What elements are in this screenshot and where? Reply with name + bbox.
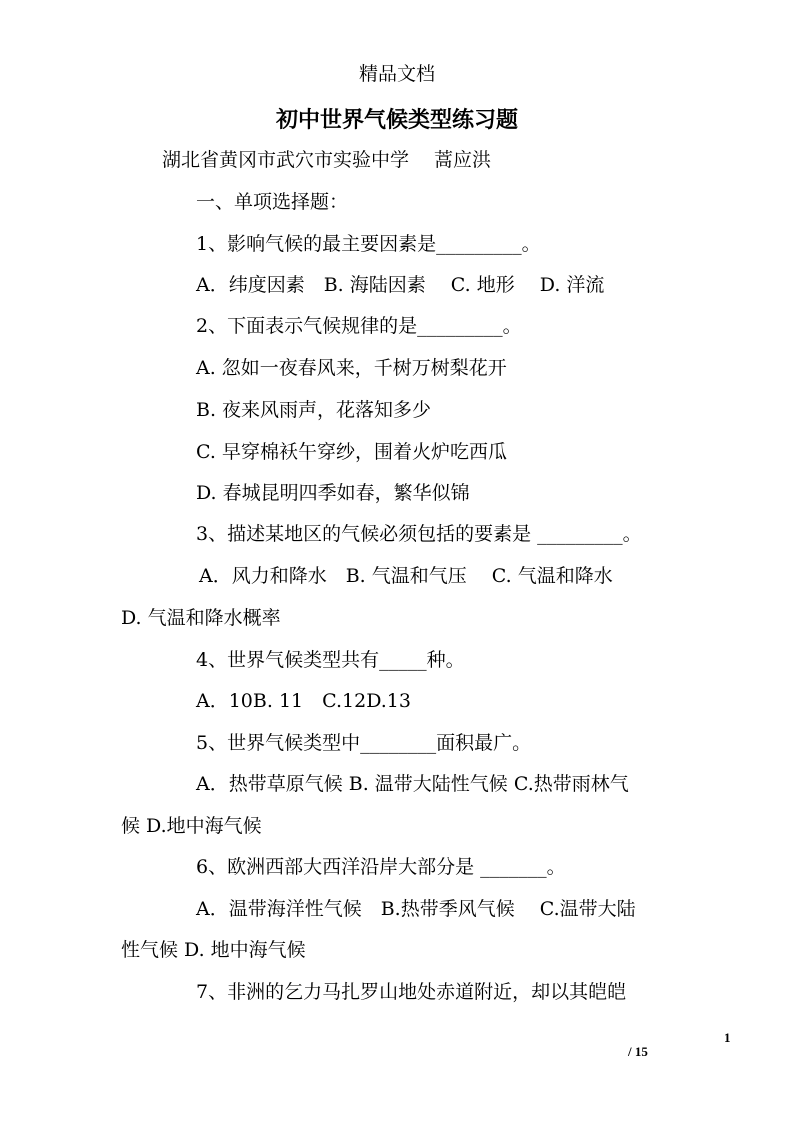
question-5: 5、世界气候类型中________面积最广。 [196, 732, 532, 754]
question-6: 6、欧洲西部大西洋沿岸大部分是 _______。 [196, 856, 566, 878]
page-header: 精品文档 [358, 63, 435, 85]
page-total: / 15 [628, 1044, 648, 1059]
author-line: 湖北省黄冈市武穴市实验中学 蒿应洪 [162, 149, 492, 171]
question-2-option-d: D. 春城昆明四季如春，繁华似锦 [196, 482, 470, 504]
question-4-options: A．10B. 11 C.12D.13 [196, 690, 411, 712]
document-title: 初中世界气候类型练习题 [275, 107, 518, 133]
question-1-options: A．纬度因素 B. 海陆因素 C. 地形 D. 洋流 [196, 274, 605, 296]
question-2-option-a: A. 忽如一夜春风来，千树万树梨花开 [196, 357, 507, 379]
page-number: 1 [724, 1030, 731, 1045]
question-7-line1: 7、非洲的乞力马扎罗山地处赤道附近，却以其皑皑 [196, 981, 627, 1003]
question-2-option-c: C. 早穿棉袄午穿纱，围着火炉吃西瓜 [196, 441, 507, 463]
question-4: 4、世界气候类型共有_____种。 [196, 649, 465, 671]
question-5-options-line1: A．热带草原气候 B. 温带大陆性气候 C.热带雨林气 [196, 773, 629, 795]
question-2: 2、下面表示气候规律的是_________。 [196, 315, 522, 337]
question-1: 1、影响气候的最主要因素是_________。 [196, 233, 541, 255]
question-2-option-b: B. 夜来风雨声，花落知多少 [196, 399, 432, 421]
question-3-options-line2: D. 气温和降水概率 [121, 607, 281, 629]
question-3-options-line1: A．风力和降水 B. 气温和气压 C. 气温和降水 [199, 565, 613, 587]
question-5-options-line2: 候 D.地中海气候 [121, 815, 262, 837]
question-6-options-line2: 性气候 D. 地中海气候 [121, 939, 306, 961]
question-6-options-line1: A．温带海洋性气候 B.热带季风气候 C.温带大陆 [196, 898, 636, 920]
section-heading: 一、单项选择题： [196, 191, 349, 213]
question-3: 3、描述某地区的气候必须包括的要素是 _________。 [196, 523, 642, 545]
